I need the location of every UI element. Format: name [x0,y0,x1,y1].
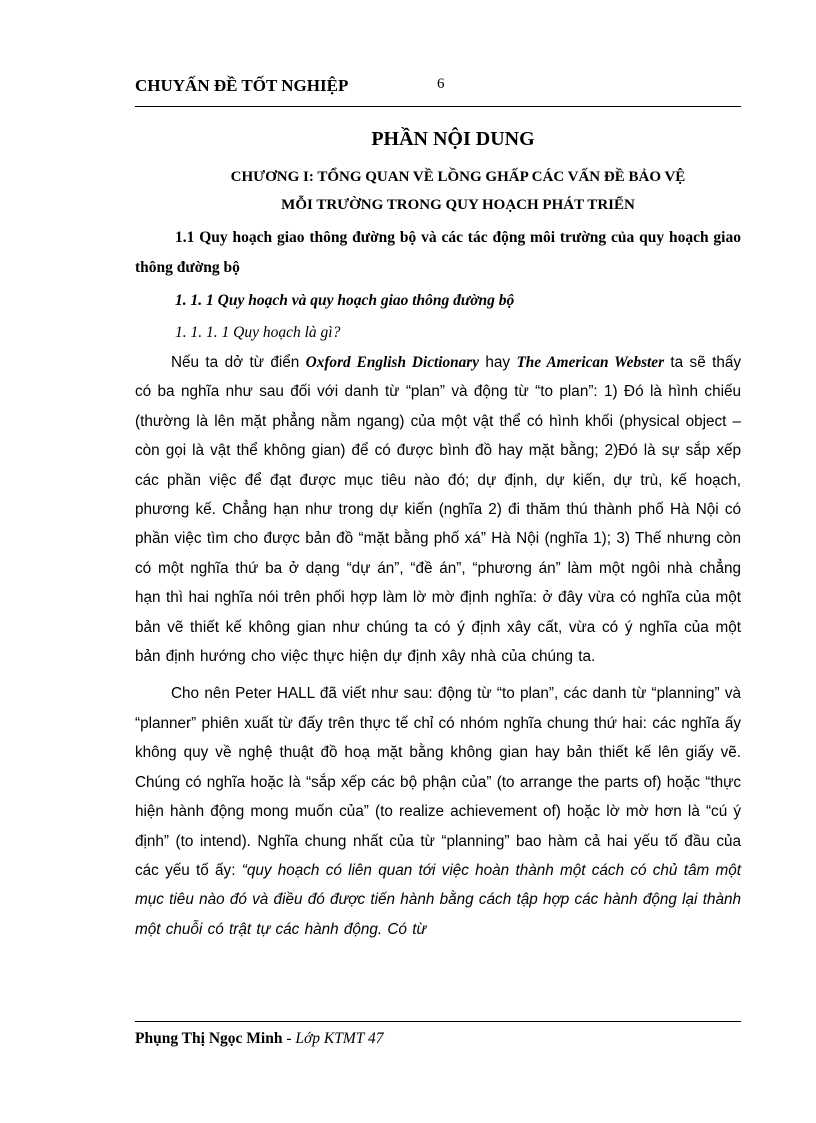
paragraph-peter-hall [135,679,741,944]
header-title: CHUYẤN ĐỀ TỐT NGHIỆP [135,76,349,95]
footer-separator: - [282,1030,296,1047]
chapter-heading-line1: CHƯƠNG I: TỔNG QUAN VỀ LỒNG GHẤP CÁC VẤN ĐỀ BẢO VỆ [230,169,686,185]
paragraph-definitions [135,348,741,671]
part-title: PHẦN NỘI DUNG [371,128,535,150]
page-header [135,76,741,104]
chapter-heading [135,163,741,219]
section-heading-1-1-1-1: 1. 1. 1. 1 Quy hoạch là gì? [175,324,341,341]
section-heading-1-1: 1.1 Quy hoạch giao thông đường bộ và các tác động môi trường của quy hoạch giao thông đường bộ [135,229,741,276]
chapter-heading-line2: MỖI TRƯỜNG TRONG QUY HOẠCH PHÁT TRIỂN [281,197,635,213]
para2-text: Cho nên Peter HALL đã viết như sau: động từ “to plan”, các danh từ “planning” và “planner” phiên xuất từ đấy trên thực tế chỉ có nhóm nghĩa chung thứ hai: các nghĩa ấy không quy về nghệ thuật đồ hoạ mặt bằng không gian hay bản thiết kế lên giấy vẽ. Chúng có nghĩa hoặc là “sắp xếp các bộ phận của” (to arrange the parts of) hoặc “thực hiện hành động mong muốn của” (to realize achievement of) hoặc lờ mờ hơn là “cú ý định” (to intend). Nghĩa chung nhất của từ “planning” bao hàm cả hai yếu tố đầu của các yếu tố ấy: [135,685,741,879]
footer-rule [135,1021,741,1022]
author-class: Lớp KTMT 47 [295,1030,384,1047]
dictionary-title-webster: The American Webster [516,354,665,371]
page-number: 6 [437,76,445,92]
page-footer [135,1030,383,1048]
para1-text-b: hay [479,354,517,371]
dictionary-title-oxford: Oxford English Dictionary [305,354,480,371]
header-rule [135,106,741,107]
page-body [135,128,741,952]
para1-text-a: Nếu ta dở từ điển [171,354,306,371]
section-heading-1-1-1: 1. 1. 1 Quy hoạch và quy hoạch giao thông đường bộ [175,292,515,309]
para1-text-c: ta sẽ thấy có ba nghĩa như sau đối với danh từ “plan” và động từ “to plan”: 1) Đó là hình chiếu (thường là lên mặt phẳng nằm ngang) của một vật thể có hình khối (physical object – còn gọi là vật thể không gian) để có được bình đồ hay mặt bằng; 2)Đó là sự sắp xếp các phần việc để đạt được mục tiêu nào đó; dự định, dự kiến, dự trù, kế hoạch, phương kế. Chẳng hạn như trong dự kiến (nghĩa 2) đi thăm thú thành phố Hà Nội có phần việc tìm cho được bản đồ “mặt bằng phố xá” Hà Nội (nghĩa 1); 3) Thế nhưng còn có một nghĩa thứ ba ở dạng “dự án”, “đề án”, “phương án” làm một ngôi nhà chẳng hạn thì hai nghĩa nói trên phối hợp làm lờ mờ định nghĩa: ở đây vừa có nghĩa của một bản vẽ thiết kế không gian như chúng ta có ý định xây cất, vừa có ý nghĩa của một bản định hướng cho việc thực hiện dự định xây nhà của chúng ta. [135,354,741,666]
para2-quote: “quy hoạch có liên quan tới việc hoàn thành một cách có chủ tâm một mục tiêu nào đó và điều đó được tiến hành bằng cách tập hợp các hành động lại thành một chuỗi có trật tự các hành động. Có từ [135,861,741,938]
author-name: Phụng Thị Ngọc Minh [135,1030,283,1047]
